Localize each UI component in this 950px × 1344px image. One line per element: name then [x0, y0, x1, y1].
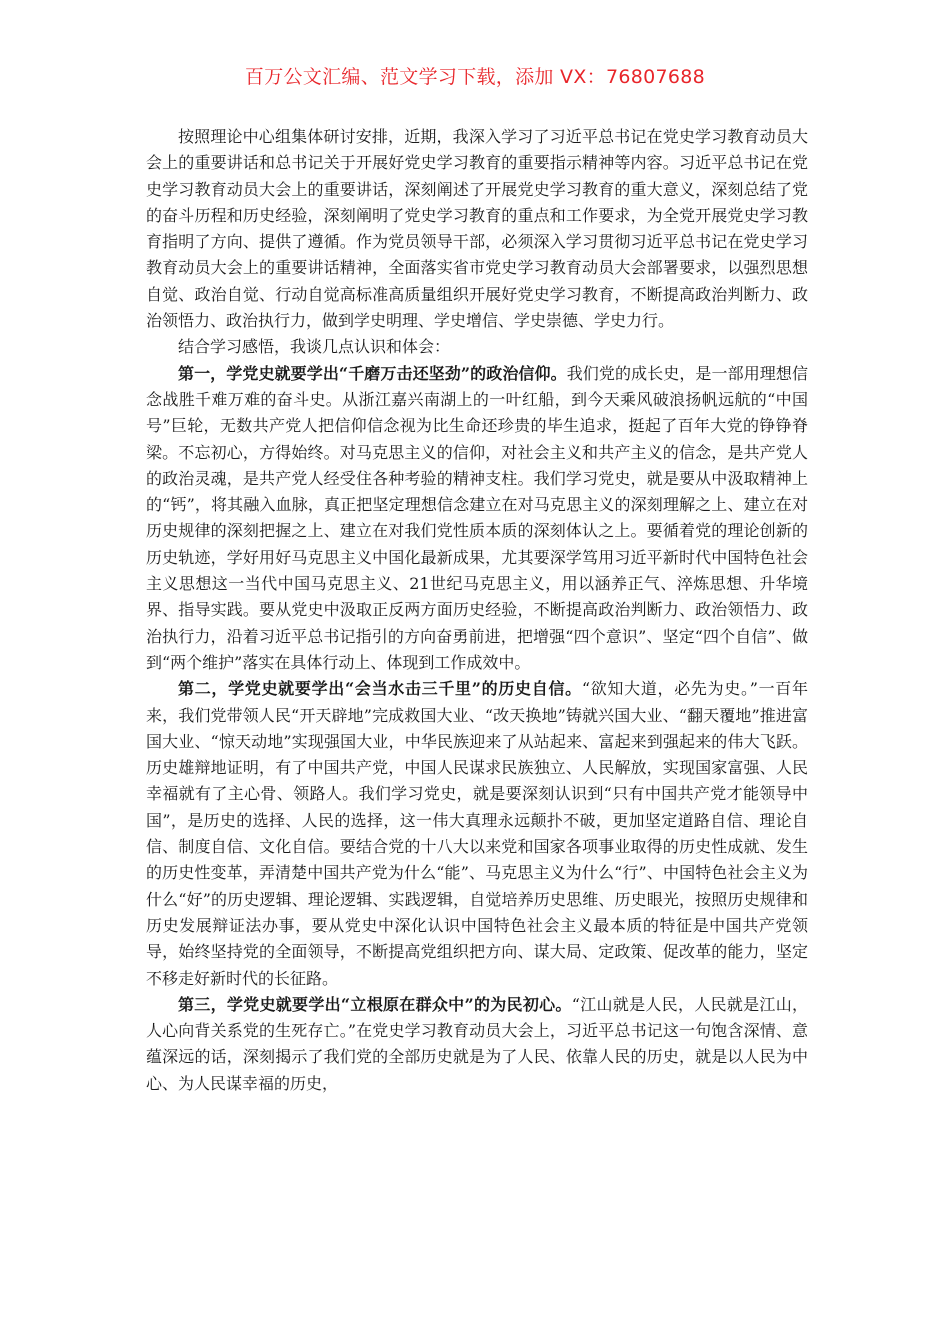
paragraph-third-point: [146, 992, 808, 1097]
paragraph-text: 结合学习感悟，我谈几点认识和体会：: [178, 337, 451, 357]
page-header-watermark: 百万公文汇编、范文学习下载，添加 VX：76807688: [244, 66, 706, 88]
paragraph-text: “欲知大道，必先为史。”一百年来，我们党带领人民“开天辟地”完成救国大业、“改天换地”铸就兴国大业、“翻天覆地”推进富国大业、“惊天动地”实现强国大业，中华民族迎来了从站起来、富起来到强起来的伟大飞跃。历史雄辩地证明，有了中国共产党，中国人民谋求民族独立、人民解放，实现国家富强、人民幸福就有了主心骨、领路人。我们学习党史，就是要深刻认识到“只有中国共产党才能领导中国”，是历史的选择、人民的选择，这一伟大真理永远颠扑不破，更加坚定道路自信、理论自信、制度自信、文化自信。要结合党的十八大以来党和国家各项事业取得的历史性成就、发生的历史性变革，弄清楚中国共产党为什么“能”、马克思主义为什么“行”、中国特色社会主义为什么“好”的历史逻辑、理论逻辑、实践逻辑，自觉培养历史思维、历史眼光，按照历史规律和历史发展辩证法办事，要从党史中深化认识中国特色社会主义最本质的特征是中国共产党领导，始终坚持党的全面领导，不断提高党组织把方向、谋大局、定政策、促改革的能力，坚定不移走好新时代的长征路。: [146, 679, 808, 988]
paragraph-heading: 第一，学党史就要学出“千磨万击还坚劲”的政治信仰。: [178, 363, 567, 383]
paragraph-text: 按照理论中心组集体研讨安排，近期，我深入学习了习近平总书记在党史学习教育动员大会上的重要讲话和总书记关于开展好党史学习教育的重要指示精神等内容。习近平总书记在党史学习教育动员大会上的重要讲话，深刻阐述了开展党史学习教育的重大意义，深刻总结了党的奋斗历程和历史经验，深刻阐明了党史学习教育的重点和工作要求，为全党开展党史学习教育指明了方向、提供了遵循。作为党员领导干部，必须深入学习贯彻习近平总书记在党史学习教育动员大会上的重要讲话精神，全面落实省市党史学习教育动员大会部署要求，以强烈思想自觉、政治自觉、行动自觉高标准高质量组织开展好党史学习教育，不断提高政治判断力、政治领悟力、政治执行力，做到学史明理、学史增信、学史崇德、学史力行。: [146, 127, 808, 331]
document-body: [146, 124, 808, 1097]
paragraph-second-point: [146, 676, 808, 992]
paragraph-intro: [146, 124, 808, 334]
paragraph-text: 我们党的成长史，是一部用理想信念战胜千难万难的奋斗史。从浙江嘉兴南湖上的一叶红船，到今天乘风破浪扬帆远航的“中国号”巨轮，无数共产党人把信仰信念视为比生命还珍贵的毕生追求，挺起了百年大党的铮铮脊梁。不忘初心，方得始终。对马克思主义的信仰，对社会主义和共产主义的信念，是共产党人的政治灵魂，是共产党人经受住各种考验的精神支柱。我们学习党史，就是要从中汲取精神上的“钙”，将其融入血脉，真正把坚定理想信念建立在对马克思主义的深刻理解之上、建立在对历史规律的深刻把握之上、建立在对我们党性质本质的深刻体认之上。要循着党的理论创新的历史轨迹，学好用好马克思主义中国化最新成果，尤其要深学笃用习近平新时代中国特色社会主义思想这一当代中国马克思主义、21世纪马克思主义，用以涵养正气、淬炼思想、升华境界、指导实践。要从党史中汲取正反两方面历史经验，不断提高政治判断力、政治领悟力、政治执行力，沿着习近平总书记指引的方向奋勇前进，把增强“四个意识”、坚定“四个自信”、做到“两个维护”落实在具体行动上、体现到工作成效中。: [146, 363, 808, 672]
paragraph-heading: 第二，学党史就要学出“会当水击三千里”的历史自信。: [178, 679, 582, 699]
paragraph-heading: 第三，学党史就要学出“立根原在群众中”的为民初心。: [178, 994, 572, 1014]
paragraph-text: “江山就是人民，人民就是江山，人心向背关系党的生死存亡。”在党史学习教育动员大会上，习近平总书记这一句饱含深情、意蕴深远的话，深刻揭示了我们党的全部历史就是为了人民、依靠人民的历史，就是以人民为中心、为人民谋幸福的历史，: [146, 994, 808, 1093]
paragraph-first-point: [146, 361, 808, 677]
paragraph-transition: [146, 334, 808, 360]
